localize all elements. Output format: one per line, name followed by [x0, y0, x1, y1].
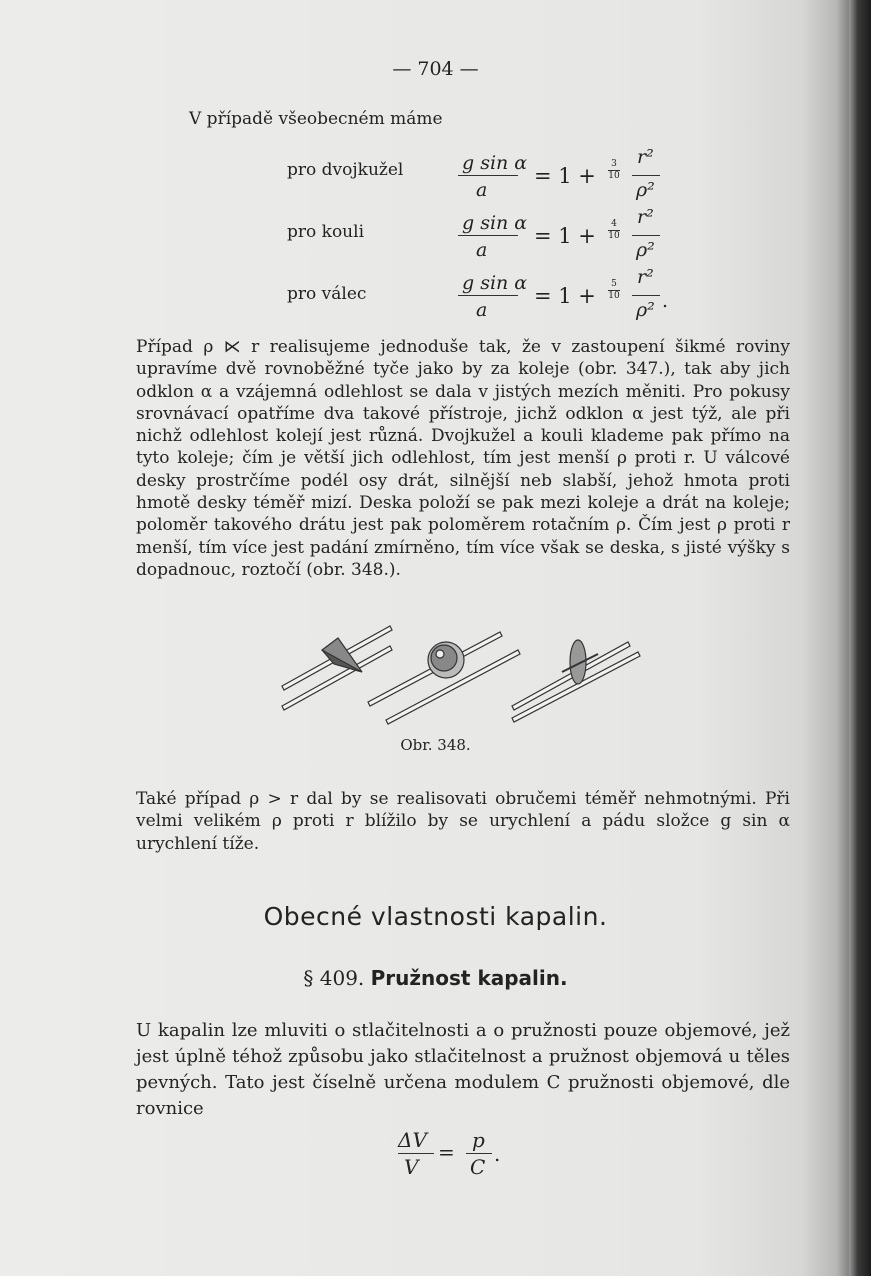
radius-denominator: ρ² — [636, 239, 655, 261]
page-number: — 704 — — [392, 58, 479, 80]
paragraph-text: Případ ρ ⋉ r realisujeme jednoduše tak, že v zastoupení šikmé roviny upravíme dvě rovnoběžné tyče jako by za koleje (obr. 347.), tak aby jich odklon α a vzájemná odlehlost se dala v jistých mezích měniti. Pro pokusy srovnávací opatříme dva takové přístroje, jichž odklon α jest týž, ale při nichž odlehlost kolejí jest různá. Dvojkužel a kouli klademe pak přímo na tyto koleje; čím je větší jich odlehlost, tím jest menší ρ proti r. U válcové desky prostrčíme podél osy drát, silnější neb slabší, jehož hmota proti hmotě desky téměř mizí. Deska položí se pak mezi koleje a drát na koleje; poloměr takového drátu jest pak poloměrem rotačním ρ. Čím jest ρ proti r menší, tím více jest padání zmírněno, tím více však se deska, s jisté výšky s dopadnouc, roztočí (obr. 348.). — [136, 337, 790, 580]
sphere-shade — [431, 645, 457, 671]
coef-denominator: 10 — [608, 291, 620, 301]
formula-coefficient — [608, 280, 620, 301]
coef-denominator: 10 — [608, 231, 620, 241]
equation-end: . — [494, 1142, 501, 1166]
lhs-numerator: ΔV — [398, 1128, 427, 1152]
formula-numerator: g sin α — [462, 212, 528, 234]
fraction-bar — [632, 295, 660, 296]
formula-coefficient — [608, 160, 620, 181]
section-heading — [0, 966, 871, 990]
formula-label-koule: pro kouli — [287, 222, 365, 242]
fraction-bar — [458, 175, 518, 176]
equation-equals: = — [438, 1140, 455, 1164]
formula-equals: = 1 + — [534, 224, 596, 248]
formula-label-dvojkuzel: pro dvojkužel — [287, 160, 404, 180]
formula-denominator: a — [476, 299, 488, 321]
formula-denominator: a — [476, 179, 488, 201]
formula-koule — [452, 206, 692, 266]
radius-denominator: ρ² — [636, 299, 655, 321]
formula-valec — [452, 266, 692, 326]
radius-numerator: r² — [637, 146, 654, 168]
figure-rails-illustration — [272, 618, 652, 728]
paragraph-rails — [136, 336, 790, 581]
formula-numerator: g sin α — [462, 152, 528, 174]
paragraph-hoops — [136, 788, 790, 855]
formula-denominator: a — [476, 239, 488, 261]
fraction-bar — [458, 235, 518, 236]
formula-label-valec: pro válec — [287, 284, 367, 304]
equation-volume-modulus — [398, 1128, 518, 1188]
formula-equals: = 1 + — [534, 284, 596, 308]
formula-numerator: g sin α — [462, 272, 528, 294]
formula-equals: = 1 + — [534, 164, 596, 188]
rhs-numerator: p — [472, 1128, 485, 1152]
formula-end: . — [662, 290, 669, 312]
intro-line: V případě všeobecném máme — [189, 109, 443, 129]
fraction-bar — [398, 1153, 434, 1154]
fraction-bar — [466, 1153, 492, 1154]
section-title: Pružnost kapalin. — [370, 966, 568, 990]
figure-caption: Obr. 348. — [400, 736, 471, 754]
coef-numerator: 4 — [611, 219, 617, 229]
fraction-bar — [458, 295, 518, 296]
lhs-denominator: V — [404, 1155, 419, 1179]
book-spine-edge — [849, 0, 871, 1276]
sphere-highlight — [436, 650, 444, 658]
coef-denominator: 10 — [608, 171, 620, 181]
radius-numerator: r² — [637, 266, 654, 288]
paragraph-text: Také případ ρ > r dal by se realisovati obručemi téměř nehmotnými. Při velmi velikém ρ proti r blížilo by se urychlení a pádu složce g sin α urychlení tíže. — [136, 789, 790, 854]
fraction-bar — [632, 175, 660, 176]
formula-dvojkuzel — [452, 146, 692, 206]
radius-denominator: ρ² — [636, 179, 655, 201]
chapter-heading: Obecné vlastnosti kapalin. — [263, 902, 608, 931]
formula-coefficient — [608, 220, 620, 241]
fraction-bar — [632, 235, 660, 236]
paragraph-text: U kapalin lze mluviti o stlačitelnosti a o pružnosti pouze objemové, jež jest úplně téhož způsobu jako stlačitelnost a pružnost objemová u těles pevných. Tato jest číselně určena modulem C pružnosti objemové, dle rovnice — [136, 1020, 790, 1119]
section-number: § 409. — [303, 966, 365, 990]
coef-numerator: 3 — [611, 159, 617, 169]
rhs-denominator: C — [470, 1155, 486, 1179]
paragraph-compressibility — [136, 1018, 790, 1122]
coef-numerator: 5 — [611, 279, 617, 289]
radius-numerator: r² — [637, 206, 654, 228]
